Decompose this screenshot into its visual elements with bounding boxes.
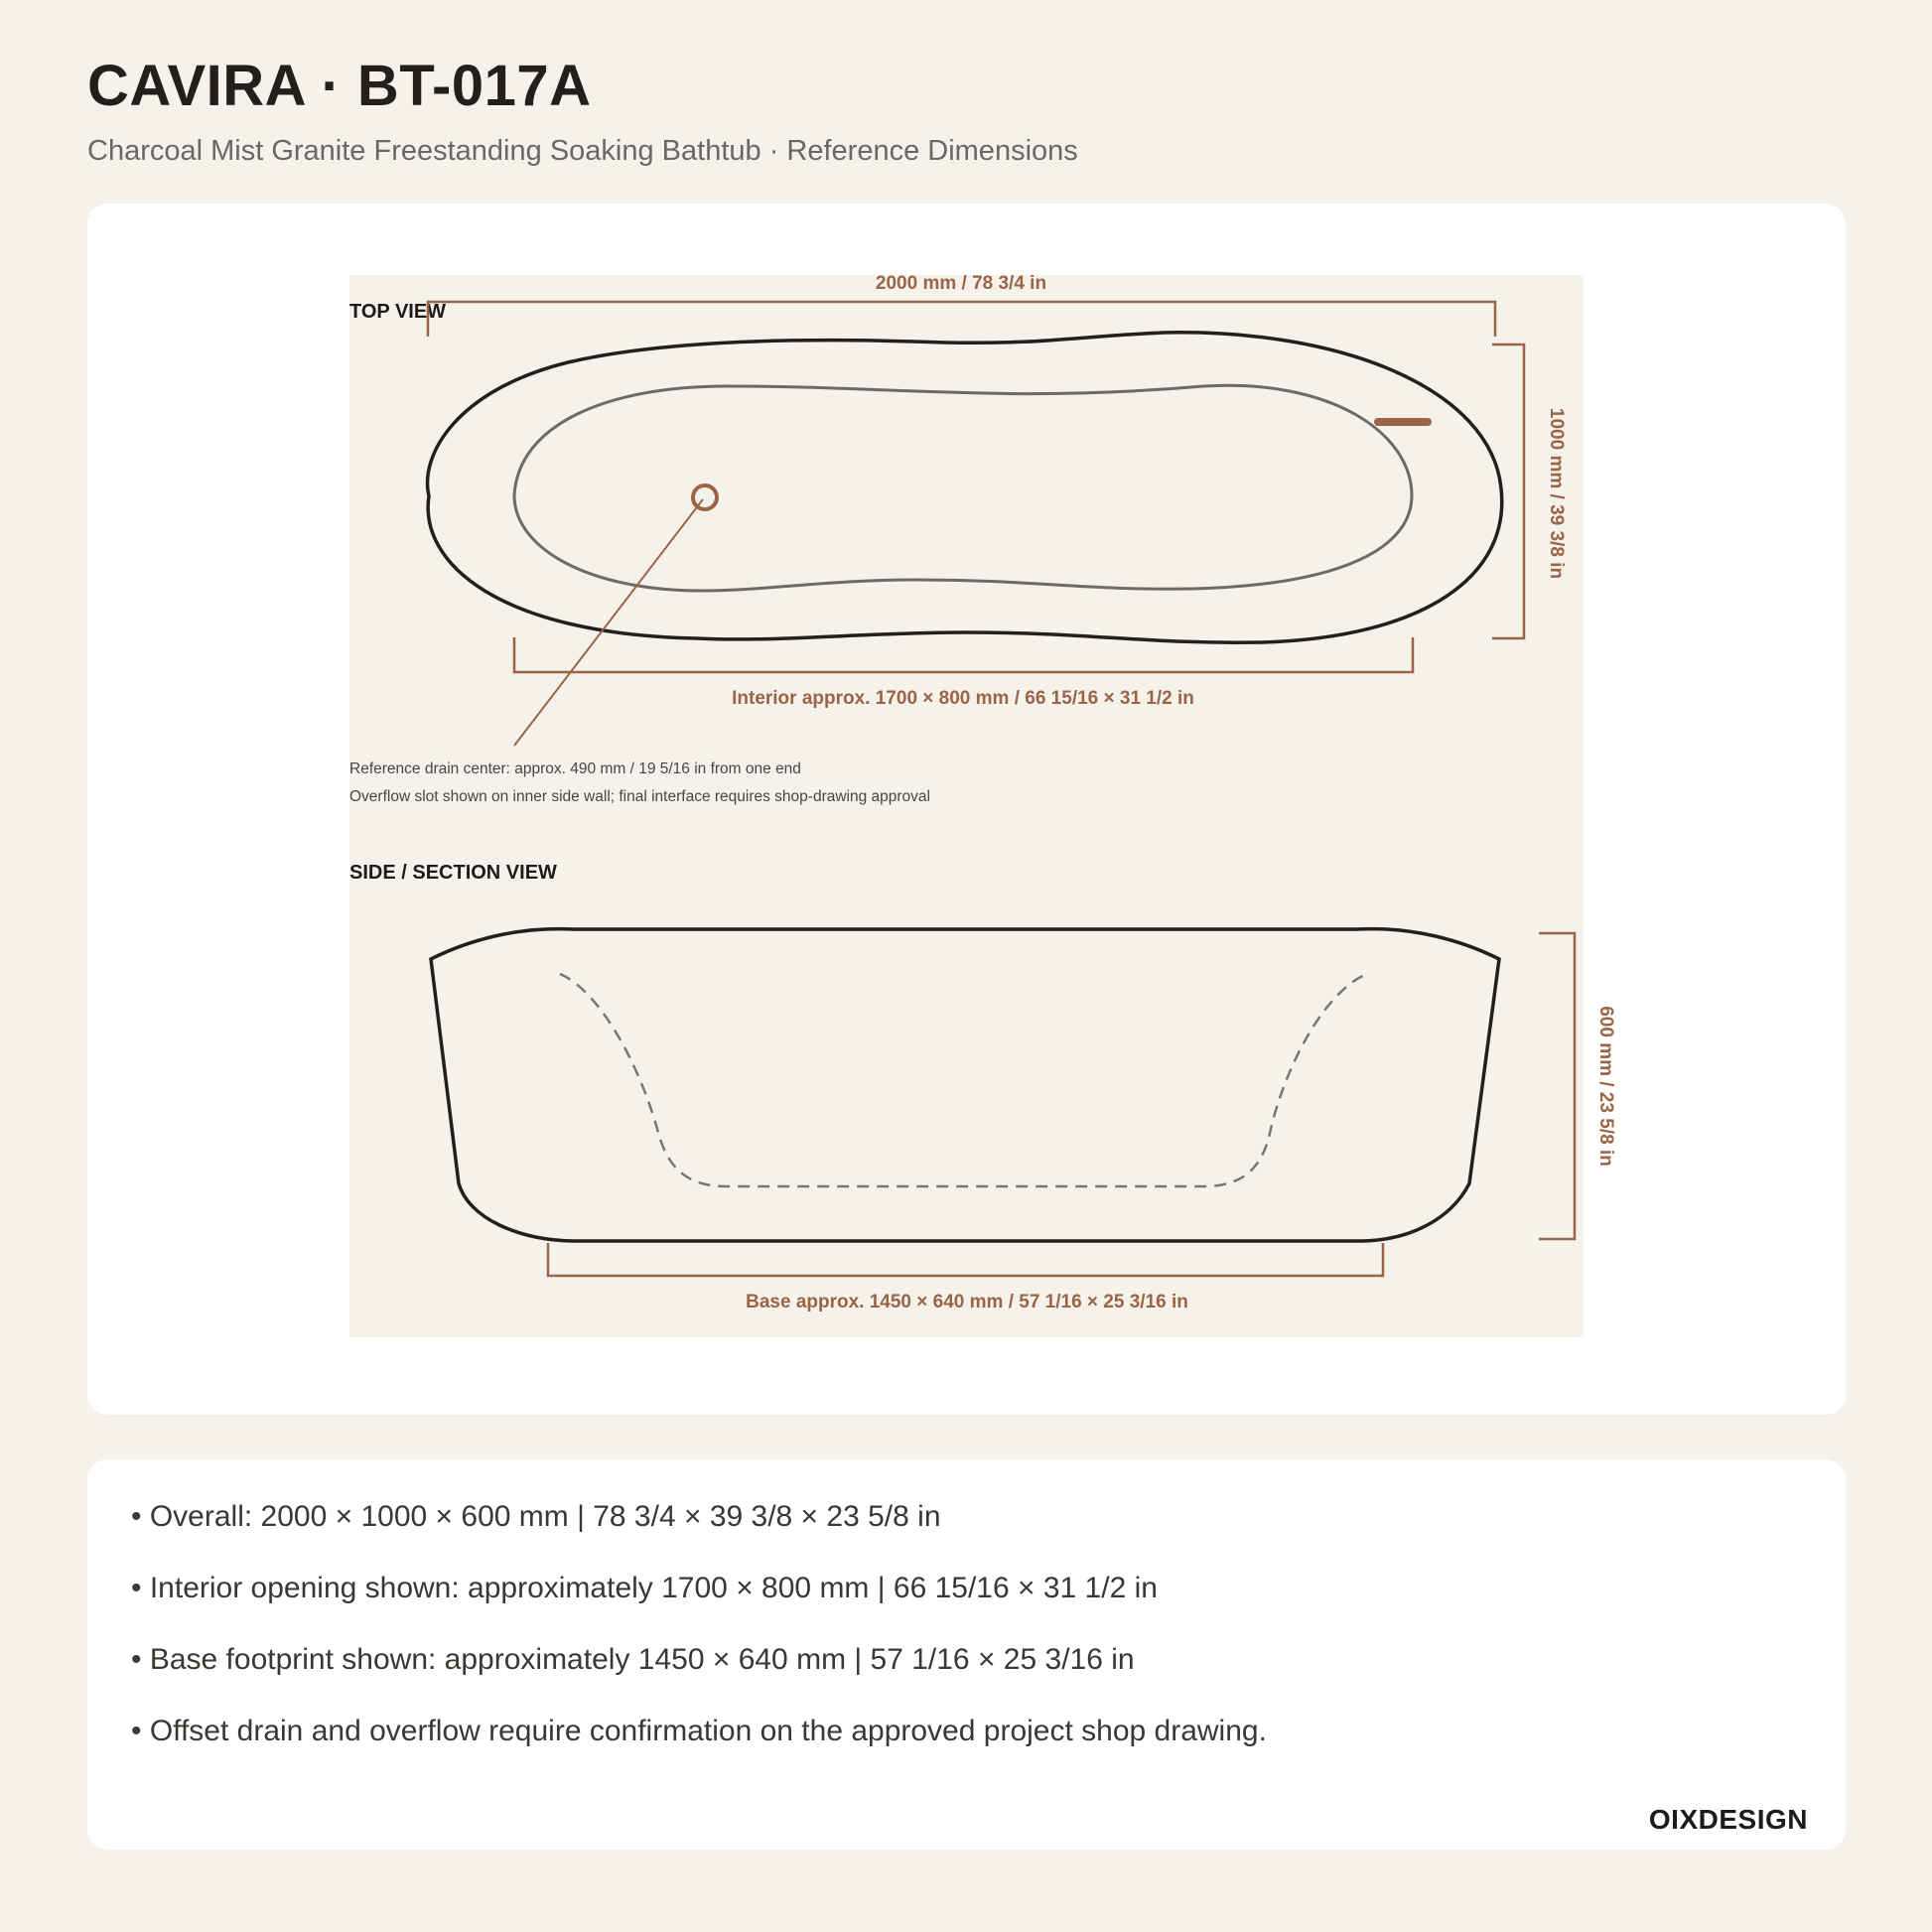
specs-list: [131, 1499, 1267, 1785]
top-view-label: TOP VIEW: [349, 301, 447, 323]
drain-note: Reference drain center: approx. 490 mm / 19 5/16 in from one end: [349, 760, 801, 777]
height-label: 600 mm / 23 5/8 in: [1595, 1006, 1616, 1167]
drawing-card: [87, 204, 1846, 1415]
drawing-background: [349, 275, 1584, 1337]
spec-drain-note: • Offset drain and overflow require confirmation on the approved project shop drawing.: [131, 1715, 1267, 1747]
dimension-drawing: [349, 273, 1616, 1337]
spec-base: • Base footprint shown: approximately 1450 × 640 mm | 57 1/16 × 25 3/16 in: [131, 1643, 1135, 1676]
page-subtitle: Charcoal Mist Granite Freestanding Soaking Bathtub · Reference Dimensions: [87, 135, 1078, 167]
interior-label: Interior approx. 1700 × 800 mm / 66 15/16 × 31 1/2 in: [732, 688, 1194, 709]
specs-card: [87, 1459, 1846, 1850]
page-title: CAVIRA · BT-017A: [87, 54, 592, 118]
overall-width-label: 1000 mm / 39 3/8 in: [1546, 407, 1567, 580]
spec-interior: • Interior opening shown: approximately 1700 × 800 mm | 66 15/16 × 31 1/2 in: [131, 1572, 1158, 1604]
spec-overall: • Overall: 2000 × 1000 × 600 mm | 78 3/4 × 39 3/8 × 23 5/8 in: [131, 1500, 941, 1533]
brand-logo: OIXDESIGN: [1648, 1804, 1808, 1835]
overall-length-label: 2000 mm / 78 3/4 in: [875, 273, 1047, 294]
base-label: Base approx. 1450 × 640 mm / 57 1/16 × 25 3/16 in: [746, 1292, 1188, 1312]
overflow-note: Overflow slot shown on inner side wall; final interface requires shop-drawing approval: [349, 788, 930, 805]
side-view-label: SIDE / SECTION VIEW: [349, 862, 557, 884]
